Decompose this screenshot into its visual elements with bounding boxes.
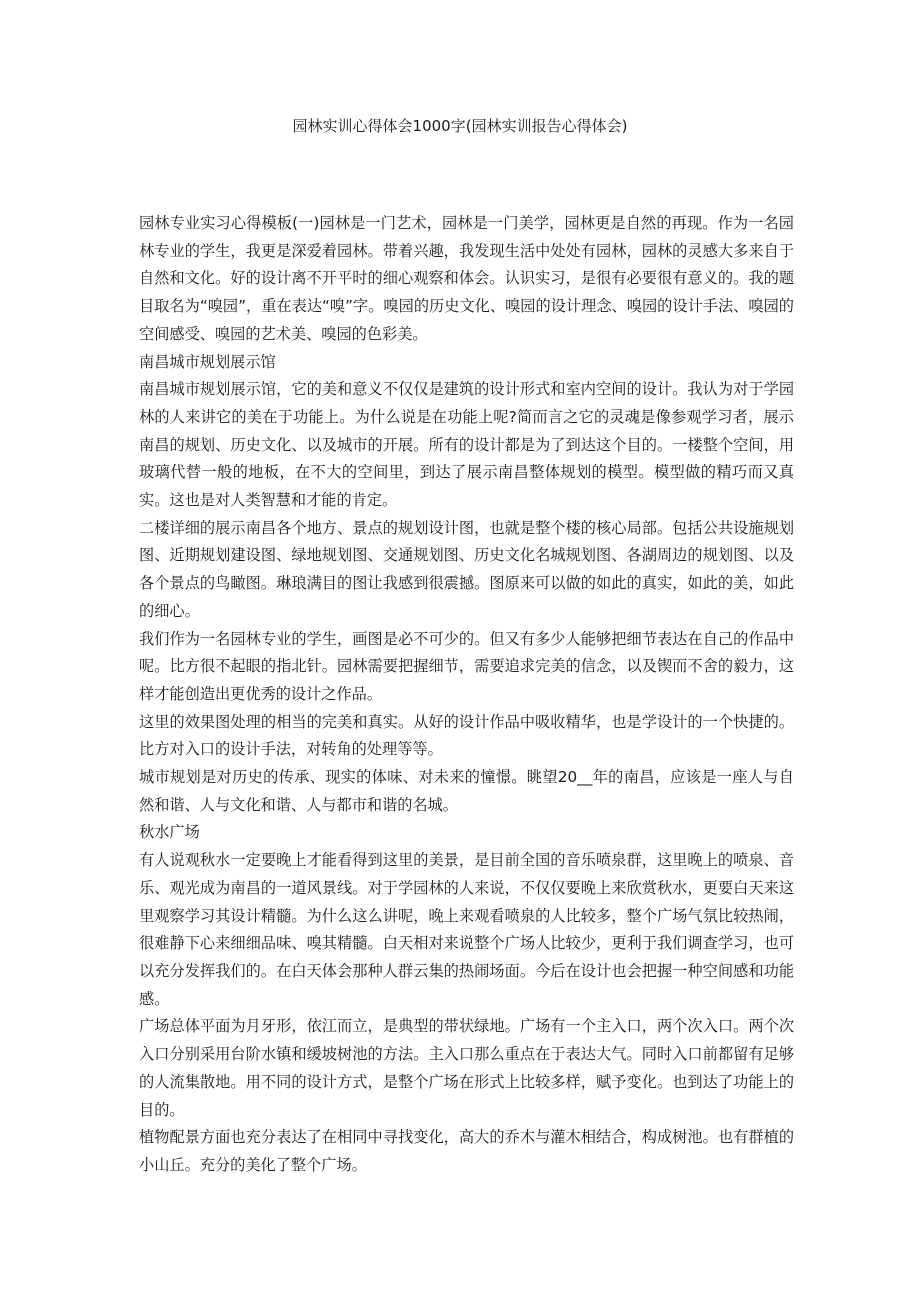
- section-heading-planning-hall: 南昌城市规划展示馆: [139, 352, 276, 371]
- paragraph: 我们作为一名园林专业的学生，画图是必不可少的。但又有多少人能够把细节表达在自己的作品中呢。比方很不起眼的指北针。园林需要把握细节，需要追求完美的信念，以及锲而不舍的毅力，这样才能创造出更优秀的设计之作品。: [139, 629, 794, 703]
- paragraph: 城市规划是对历史的传承、现实的体味、对未来的憧憬。眺望20__年的南昌，应该是一座人与自然和谐、人与文化和谐、人与都市和谐的名城。: [139, 768, 794, 814]
- paragraph: 有人说观秋水一定要晚上才能看得到这里的美景，是目前全国的音乐喷泉群，这里晚上的喷泉、音乐、观光成为南昌的一道风景线。对于学园林的人来说，不仅仅要晚上来欣赏秋水，更要白天来这里观察学习其设计精髓。为什么这么讲呢，晚上来观看喷泉的人比较多，整个广场气氛比较热闹，很难静下心来细细品味、嗅其精髓。白天相对来说整个广场人比较少，更利于我们调查学习，也可以充分发挥我们的。在白天体会那种人群云集的热闹场面。今后在设计也会把握一种空间感和功能感。: [139, 851, 794, 1008]
- paragraph: 二楼详细的展示南昌各个地方、景点的规划设计图，也就是整个楼的核心局部。包括公共设施规划图、近期规划建设图、绿地规划图、交通规划图、历史文化名城规划图、各湖周边的规划图、以及各个景点的鸟瞰图。琳琅满目的图让我感到很震撼。图原来可以做的如此的真实，如此的美，如此的细心。: [139, 518, 794, 620]
- section-heading-qiushui-square: 秋水广场: [139, 823, 200, 842]
- paragraph: 这里的效果图处理的相当的完美和真实。从好的设计作品中吸收精华，也是学设计的一个快捷的。比方对入口的设计手法，对转角的处理等等。: [139, 712, 794, 759]
- paragraph: 广场总体平面为月牙形，依江而立，是典型的带状绿地。广场有一个主入口，两个次入口。两个次入口分别采用台阶水镇和缓坡树池的方法。主入口那么重点在于表达大气。同时入口前都留有足够的人流集散地。用不同的设计方式，是整个广场在形式上比较多样，赋予变化。也到达了功能上的目的。: [139, 1017, 794, 1119]
- paragraph: 南昌城市规划展示馆，它的美和意义不仅仅是建筑的设计形式和室内空间的设计。我认为对于学园林的人来讲它的美在于功能上。为什么说是在功能上呢?简而言之它的灵魂是像参观学习者，展示南昌的规划、历史文化、以及城市的开展。所有的设计都是为了到达这个目的。一楼整个空间，用玻璃代替一般的地板，在不大的空间里，到达了展示南昌整体规划的模型。模型做的精巧而又真实。这也是对人类智慧和才能的肯定。: [139, 380, 794, 510]
- paragraph-intro: 园林专业实习心得模板(一)园林是一门艺术，园林是一门美学，园林更是自然的再现。作为一名园林专业的学生，我更是深爱着园林。带着兴趣，我发现生活中处处有园林，园林的灵感大多来自于自然和文化。好的设计离不开平时的细心观察和体会。认识实习，是很有必要很有意义的。我的题目取名为“嗅园”，重在表达“嗅”字。嗅园的历史文化、嗅园的设计理念、嗅园的设计手法、嗅园的空间感受、嗅园的艺术美、嗅园的色彩美。: [139, 214, 794, 343]
- paragraph: 植物配景方面也充分表达了在相同中寻找变化，高大的乔木与灌木相结合，构成树池。也有群植的小山丘。充分的美化了整个广场。: [139, 1128, 794, 1174]
- document-title: 园林实训心得体会1000字(园林实训报告心得体会): [292, 117, 628, 135]
- document-body: [139, 210, 794, 1180]
